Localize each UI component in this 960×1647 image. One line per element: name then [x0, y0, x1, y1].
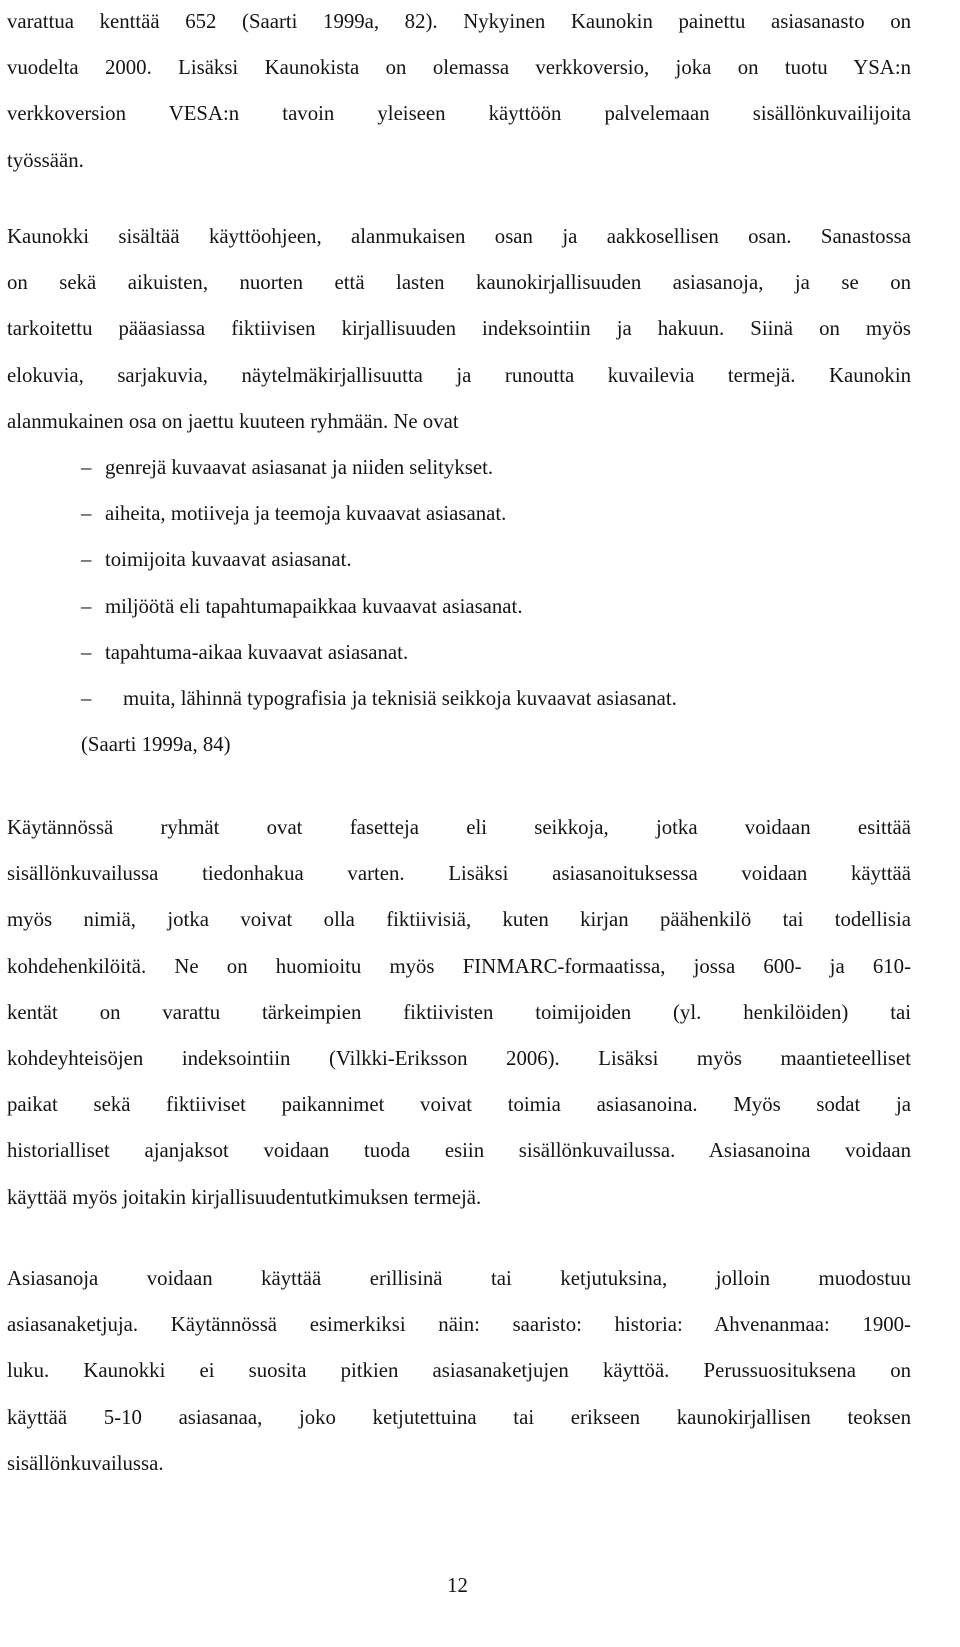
page-number: 12	[447, 1574, 468, 1597]
text-line: verkkoversion VESA:n tavoin yleiseen käyttöön palvelemaan sisällönkuvailijoita	[7, 102, 911, 126]
text-line: vuodelta 2000. Lisäksi Kaunokista on olemassa verkkoversio, joka on tuotu YSA:n	[7, 56, 911, 80]
list-citation: (Saarti 1999a, 84)	[81, 733, 231, 756]
list-item-text: genrejä kuvaavat asiasanat ja niiden selitykset.	[105, 456, 494, 479]
dash-bullet: –	[81, 502, 92, 526]
paragraph-kaunokki-contents	[7, 214, 911, 445]
list-item-text: tapahtuma-aikaa kuvaavat asiasanat.	[105, 640, 409, 664]
dash-bullet: –	[81, 548, 92, 572]
list-item	[81, 537, 677, 583]
groups-list	[81, 445, 677, 722]
text-line: luku. Kaunokki ei suosita pitkien asiasanaketjujen käyttöä. Perussuosituksena on	[7, 1359, 911, 1383]
list-item	[81, 584, 677, 630]
text-line: historialliset ajanjaksot voidaan tuoda esiin sisällönkuvailussa. Asiasanoina voidaan	[7, 1139, 911, 1163]
text-line: asiasanaketjuja. Käytännössä esimerkiksi näin: saaristo: historia: Ahvenanmaa: 1900-	[7, 1313, 911, 1337]
text-line: Käytännössä ryhmät ovat fasetteja eli seikkoja, jotka voidaan esittää	[7, 816, 911, 839]
text-line: Kaunokki sisältää käyttöohjeen, alanmukaisen osan ja aakkosellisen osan. Sanastossa	[7, 225, 911, 248]
text-line: Asiasanoja voidaan käyttää erillisinä tai ketjutuksina, jolloin muodostuu	[7, 1267, 911, 1290]
text-line: kohdehenkilöitä. Ne on huomioitu myös FINMARC-formaatissa, jossa 600- ja 610-	[7, 954, 911, 978]
list-item-text: miljöötä eli tapahtumapaikkaa kuvaavat asiasanat.	[105, 594, 523, 618]
text-line: elokuvia, sarjakuvia, näytelmäkirjallisuutta ja runoutta kuvailevia termejä. Kaunokin	[7, 363, 911, 387]
paragraph-kaunokki-versions	[7, 0, 911, 184]
text-line: käyttää 5-10 asiasanaa, joko ketjutettuina tai erikseen kaunokirjallisen teoksen	[7, 1405, 911, 1429]
list-item-text: aiheita, motiiveja ja teemoja kuvaavat asiasanat.	[105, 502, 507, 526]
text-line: on sekä aikuisten, nuorten että lasten kaunokirjallisuuden asiasanoja, ja se on	[7, 271, 911, 295]
text-line: työssään.	[7, 148, 84, 172]
dash-bullet: –	[81, 456, 92, 479]
text-line: tarkoitettu pääasiassa fiktiivisen kirjallisuuden indeksointiin ja hakuun. Siinä on myös	[7, 317, 911, 341]
list-item	[81, 445, 677, 491]
paragraph-subject-chains	[7, 1256, 911, 1487]
text-line: paikat sekä fiktiiviset paikannimet voivat toimia asiasanoina. Myös sodat ja	[7, 1093, 911, 1117]
paragraph-facets	[7, 805, 911, 1221]
text-line: sisällönkuvailussa tiedonhakua varten. Lisäksi asiasanoituksessa voidaan käyttää	[7, 862, 911, 886]
dash-bullet: –	[81, 594, 92, 618]
text-line: käyttää myös joitakin kirjallisuudentutkimuksen termejä.	[7, 1185, 482, 1209]
text-line: myös nimiä, jotka voivat olla fiktiivisiä, kuten kirjan päähenkilö tai todellisia	[7, 908, 911, 932]
list-item	[81, 630, 677, 676]
text-line: kentät on varattu tärkeimpien fiktiivisten toimijoiden (yl. henkilöiden) tai	[7, 1000, 911, 1024]
list-item	[81, 676, 677, 722]
text-line: varattua kenttää 652 (Saarti 1999a, 82). Nykyinen Kaunokin painettu asiasanasto on	[7, 10, 911, 33]
text-line: kohdeyhteisöjen indeksointiin (Vilkki-Eriksson 2006). Lisäksi myös maantieteelliset	[7, 1046, 911, 1070]
list-item-text: muita, lähinnä typografisia ja teknisiä seikkoja kuvaavat asiasanat.	[123, 686, 677, 710]
dash-bullet: –	[81, 686, 92, 710]
text-line: alanmukainen osa on jaettu kuuteen ryhmään. Ne ovat	[7, 409, 459, 433]
text-line: sisällönkuvailussa.	[7, 1451, 164, 1475]
dash-bullet: –	[81, 640, 92, 664]
list-item	[81, 491, 677, 537]
list-item-text: toimijoita kuvaavat asiasanat.	[105, 548, 352, 572]
